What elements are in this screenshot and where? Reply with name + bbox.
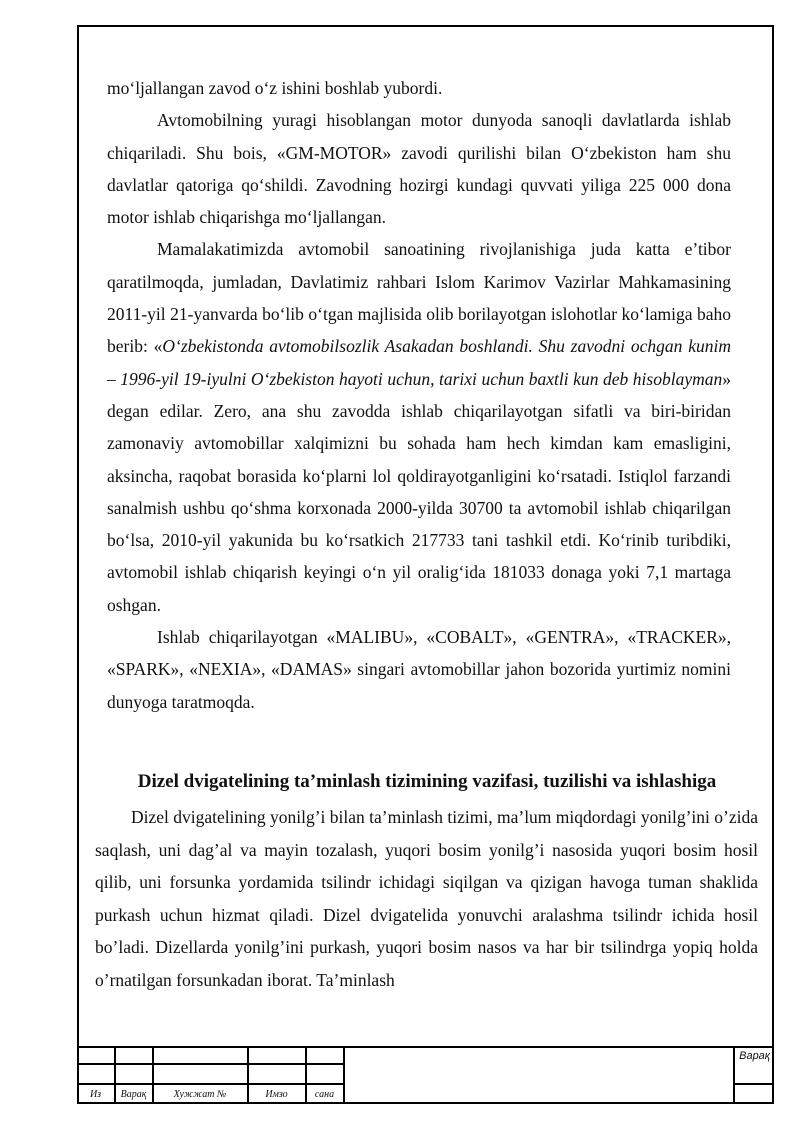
paragraph-models: Ishlab chiqarilayotgan «MALIBU», «COBALT», «GENTRA», «TRACKER», «SPARK», «NEXIA», «DAMAS» singari avtomobillar jahon bozorida yurtimiz nomini dunyoga taratmoqda. — [107, 627, 731, 712]
paragraph-industry-intro: Mamalakatimizda avtomobil sanoatining rivojlanishiga juda katta e’tibor qaratilmoqda, jumladan, Davlatimiz rahbari Islom Karimov Vazirlar Mahkamasining 2011-yil 21-yanvarda boʻlib oʻtgan majlisida olib borilayotgan islohotlar koʻlamiga baho berib: « — [107, 239, 731, 357]
president-quote: Oʻzbekistonda avtomobilsozlik Asakadan boshlandi. Shu zavodni ochgan kunim – 1996-yil 19-iyulni Oʻzbekiston hayoti uchun, tarixi uchun baxtli kun deb hisoblayman — [107, 336, 731, 389]
section-heading: Dizel dvigatelining ta’minlash tizimining vazifasi, tuzilishi va ishlashiga — [137, 770, 717, 792]
stamp-label-signature: Имзо — [265, 1089, 288, 1100]
stamp-sheet-label: Варақ — [739, 1050, 770, 1062]
paragraph-diesel: Dizel dvigatelining yonilg’i bilan ta’minlash tizimi, ma’lum miqdordagi yonilg’ini o’zida saqlash, uni dag’al va mayin tozalash, yuqori bosim yonilg’i nasosida yuqori bosim hosil qilib, uni forsunka yordamida tsilindr ichidagi siqilgan va qizigan havoga tuman shaklida purkash uchun hizmat qiladi. Dizel dvigatelida yonuvchi aralashma tsilindr ichida hosil bo’ladi. Dizellarda yonilg’ini purkash, yuqori bosim nasos va har bir tsilindrga yopiq holda o’rnatilgan forsunkadan iborat. Ta’minlash — [95, 806, 758, 990]
stamp-label-date: сана — [314, 1089, 335, 1100]
title-block-stamp — [77, 1046, 774, 1104]
stamp-label-sheet: Варақ — [120, 1089, 147, 1100]
stamp-label-change: Из — [89, 1089, 102, 1100]
stamp-label-doc-no: Хужжат № — [173, 1089, 227, 1100]
paragraph-continuation: moʻljallangan zavod oʻz ishini boshlab yubordi. — [107, 78, 443, 98]
paragraph-industry-rest: » degan edilar. Zero, ana shu zavodda ishlab chiqarilayotgan sifatli va biri-biridan zamonaviy avtomobillar xalqimizni bu sohada ham hech kimdan kam emasligini, aksincha, raqobat borasida koʻplarni lol qoldirayotganligini koʻrsatadi. Istiqlol farzandi sanalmish ushbu qoʻshma korxonada 2000-yilda 30700 ta avtomobil ishlab chiqarilgan boʻlsa, 2010-yil yakunida bu koʻrsatkich 217733 tani tashkil etdi. Koʻrinib turibdiki, avtomobil ishlab chiqarish keyingi oʻn yil oraligʻida 181033 donaga yoki 7,1 martaga oshgan. — [107, 368, 731, 615]
paragraph-industry — [107, 233, 731, 621]
paragraph-motor: Avtomobilning yuragi hisoblangan motor dunyoda sanoqli davlatlarda ishlab chiqariladi. Shu bois, «GM-MOTOR» zavodi qurilishi bilan Oʻzbekiston ham shu davlatlar qatoriga qoʻshildi. Zavodning hozirgi kundagi quvvati yiliga 225 000 dona motor ishlab chiqarishga moʻljallangan. — [107, 110, 731, 228]
page-body — [95, 72, 758, 997]
